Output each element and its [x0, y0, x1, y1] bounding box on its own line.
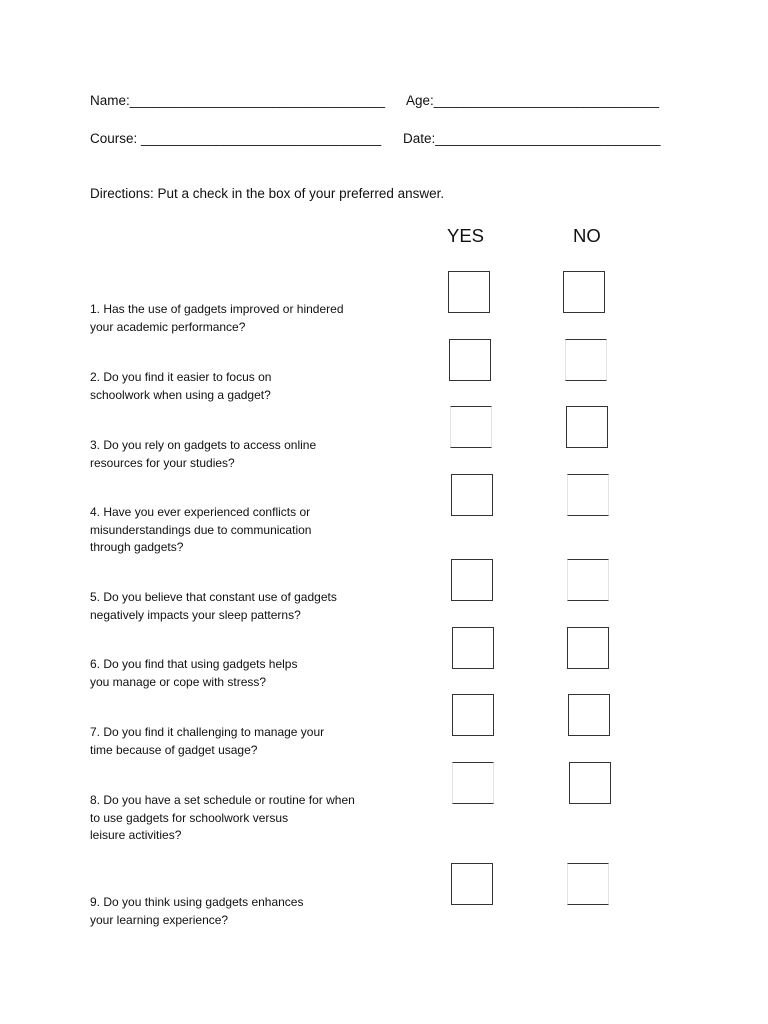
age-field[interactable] — [406, 93, 659, 108]
date-field[interactable] — [403, 131, 661, 146]
question-7-no-checkbox[interactable] — [568, 694, 610, 736]
question-2-yes-checkbox[interactable] — [449, 339, 491, 381]
question-7 — [90, 724, 390, 759]
name-label: Name:__________________________________ — [90, 93, 386, 108]
question-2 — [90, 369, 390, 404]
age-label: Age:______________________________ — [406, 93, 660, 108]
directions-text: Directions: Put a check in the box of your preferred answer. — [90, 186, 445, 201]
question-9-no-checkbox[interactable] — [567, 863, 609, 905]
question-5-line-2: negatively impacts your sleep patterns? — [90, 607, 301, 622]
question-3-yes-checkbox[interactable] — [450, 406, 492, 448]
question-4-line-3: through gadgets? — [90, 540, 184, 554]
question-2-line-1: 2. Do you find it easier to focus on — [90, 370, 272, 384]
question-6-line-2: you manage or cope with stress? — [90, 674, 267, 689]
question-9-line-2: your learning experience? — [90, 912, 229, 927]
question-5-yes-checkbox[interactable] — [451, 559, 493, 601]
question-3-no-checkbox[interactable] — [566, 406, 608, 448]
name-field[interactable] — [90, 93, 385, 108]
no-column-header: NO — [573, 225, 601, 246]
question-6-yes-checkbox[interactable] — [452, 627, 494, 669]
question-6-no-checkbox[interactable] — [567, 627, 609, 669]
question-9-yes-checkbox[interactable] — [451, 863, 493, 905]
question-9-line-1: 9. Do you think using gadgets enhances — [90, 895, 304, 909]
question-3-line-1: 3. Do you rely on gadgets to access online — [90, 438, 317, 452]
question-2-line-2: schoolwork when using a gadget? — [90, 387, 271, 402]
question-7-yes-checkbox[interactable] — [452, 694, 494, 736]
question-4-line-1: 4. Have you ever experienced conflicts or — [90, 505, 311, 519]
question-6-line-1: 6. Do you find that using gadgets helps — [90, 657, 298, 671]
question-3 — [90, 437, 390, 472]
question-8-line-3: leisure activities? — [90, 828, 182, 842]
question-1-yes-checkbox[interactable] — [448, 271, 490, 313]
question-5-line-1: 5. Do you believe that constant use of gadgets — [90, 590, 337, 604]
question-7-line-2: time because of gadget usage? — [90, 742, 258, 757]
yes-column-header: YES — [447, 225, 485, 246]
question-8 — [90, 792, 390, 845]
question-8-yes-checkbox[interactable] — [452, 762, 494, 804]
question-2-no-checkbox[interactable] — [565, 339, 607, 381]
date-label: Date:______________________________ — [403, 131, 661, 146]
question-4-yes-checkbox[interactable] — [451, 474, 493, 516]
question-4-line-2: misunderstandings due to communication — [90, 522, 312, 537]
question-8-line-1: 8. Do you have a set schedule or routine for when — [90, 793, 355, 807]
question-5 — [90, 589, 390, 624]
question-1 — [90, 301, 390, 336]
question-4 — [90, 504, 390, 557]
question-9 — [90, 894, 390, 929]
question-4-no-checkbox[interactable] — [567, 474, 609, 516]
question-8-no-checkbox[interactable] — [569, 762, 611, 804]
course-label: Course: ________________________________ — [90, 131, 382, 146]
question-1-line-1: 1. Has the use of gadgets improved or hindered — [90, 302, 344, 316]
question-3-line-2: resources for your studies? — [90, 455, 235, 470]
course-field[interactable] — [90, 131, 381, 146]
question-6 — [90, 656, 390, 691]
question-1-line-2: your academic performance? — [90, 319, 246, 334]
question-5-no-checkbox[interactable] — [567, 559, 609, 601]
question-1-no-checkbox[interactable] — [563, 271, 605, 313]
question-8-line-2: to use gadgets for schoolwork versus — [90, 810, 289, 825]
question-7-line-1: 7. Do you find it challenging to manage your — [90, 725, 325, 739]
